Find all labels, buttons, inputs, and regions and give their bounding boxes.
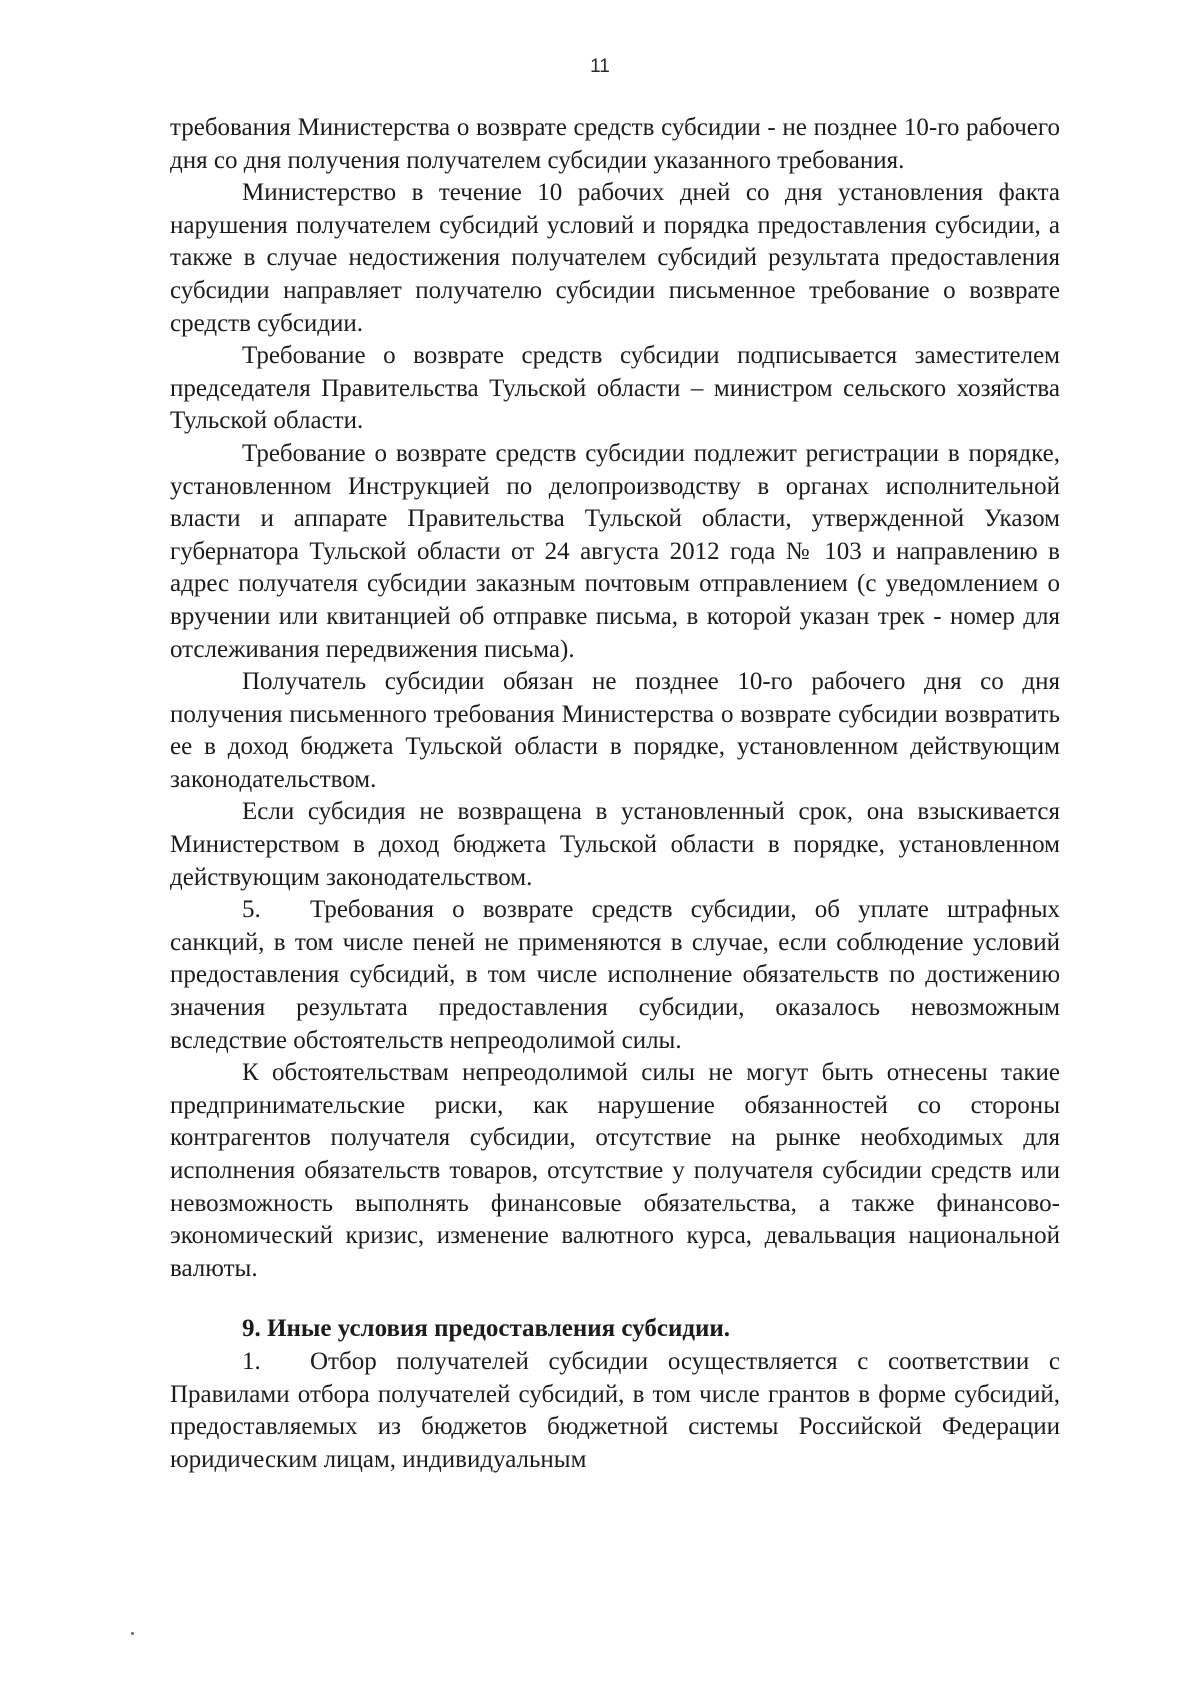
section-9-item-1-text: Отбор получателей субсидии осуществляется с соответствии с Правилами отбора получателей субсидий, в том числе грантов в форме субсидий, предоставляемых из бюджетов бюджетной системы Российской Федерации юридическим лицам, индивидуальным	[170, 1347, 1060, 1473]
paragraph-continuation: требования Министерства о возврате средств субсидии - не позднее 10-го рабочего дня со дня получения получателем субсидии указанного требования.	[170, 114, 1060, 174]
page-number: 11	[590, 56, 610, 77]
list-item-5-text: Требования о возврате средств субсидии, об уплате штрафных санкций, в том числе пеней не применяются в случае, если соблюдение условий предоставления субсидий, в том числе исполнение обязательств по достижению значения результата предоставления субсидии, оказалось невозможным вследствие обстоятельств непреодолимой силы.	[170, 896, 1060, 1054]
paragraph-force-majeure: К обстоятельствам непреодолимой силы не могут быть отнесены такие предпринимательские риски, как нарушение обязанностей со стороны контрагентов получателя субсидии, отсутствие на рынке необходимых для исполнения обязательств товаров, отсутствие у получателя субсидии средств или невозможность выполнять финансовые обязательства, а также финансово-экономический кризис, изменение валютного курса, девальвация национальной валюты.	[170, 1059, 1060, 1282]
section-9-item-1-number: 1.	[242, 1347, 261, 1375]
paragraph-registration: Требование о возврате средств субсидии подлежит регистрации в порядке, установленном Инструкцией по делопроизводству в органах исполнительной власти и аппарате Правительства Тульской области, утвержденной Указом губернатора Тульской области от 24 августа 2012 года № 103 и направлению в адрес получателя субсидии заказным почтовым отправлением (с уведомлением о вручении или квитанцией об отправке письма, в которой указан трек - номер для отслеживания передвижения письма).	[170, 439, 1060, 663]
section-9-item-1	[170, 1346, 1060, 1476]
scan-speck	[131, 1632, 134, 1635]
section-9-heading: 9. Иные условия предоставления субсидии.	[242, 1315, 731, 1343]
list-item-5-number: 5.	[242, 896, 261, 924]
paragraph-ministry-requirement: Министерство в течение 10 рабочих дней со дня установления факта нарушения получателем субсидий условий и порядка предоставления субсидии, а также в случае недостижения получателем субсидий результата предоставления субсидии направляет получателю субсидии письменное требование о возврате средств субсидии.	[170, 179, 1060, 337]
paragraph-recovery: Если субсидия не возвращена в установленный срок, она взыскивается Министерством в доход бюджета Тульской области в порядке, установленном действующим законодательством.	[170, 798, 1060, 891]
paragraph-signature: Требование о возврате средств субсидии подписывается заместителем председателя Правительства Тульской области – министром сельского хозяйства Тульской области.	[170, 342, 1060, 435]
list-item-5	[170, 894, 1060, 1057]
paragraph-recipient-obligation: Получатель субсидии обязан не позднее 10-го рабочего дня со дня получения письменного требования Министерства о возврате субсидии возвратить ее в доход бюджета Тульской области в порядке, установленном действующим законодательством.	[170, 668, 1060, 793]
document-body	[170, 112, 1060, 1476]
